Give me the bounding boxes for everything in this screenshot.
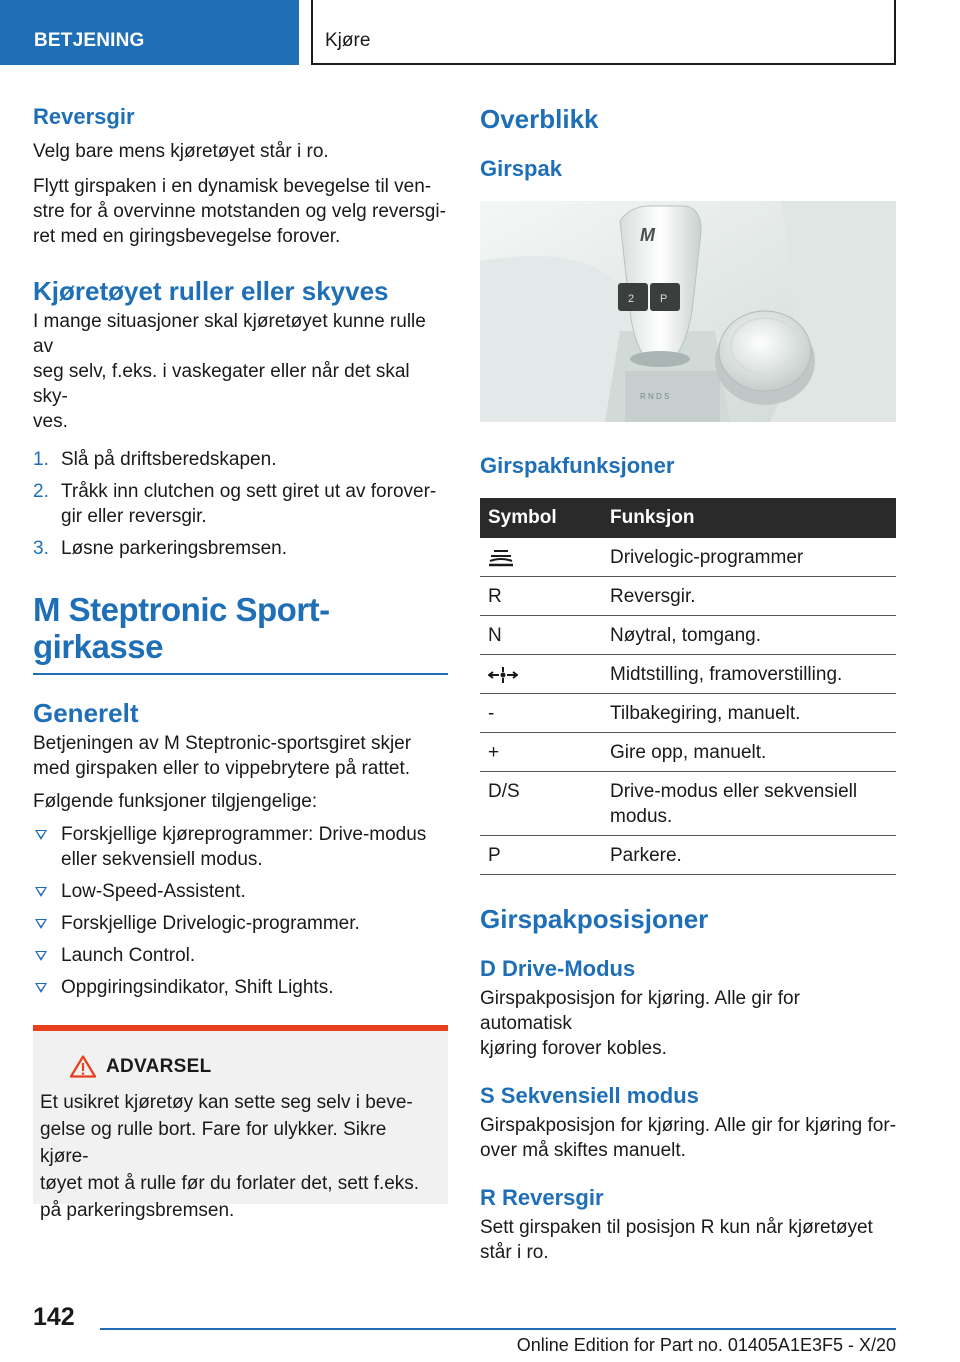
symbol-cell: D/S xyxy=(480,772,602,836)
list-item xyxy=(33,911,448,936)
table-row xyxy=(480,655,896,694)
triangle-bullet-icon xyxy=(35,983,47,993)
text-line: stre for å overvinne motstanden og velg reversgi- xyxy=(33,201,446,222)
girspakfunksjoner-heading: Girspakfunksjoner xyxy=(480,453,675,478)
symbol-cell xyxy=(480,655,602,694)
list-item xyxy=(33,479,448,529)
d-mode-heading: D Drive-Modus xyxy=(480,956,636,981)
function-text: Nøytral, tomgang. xyxy=(610,625,761,646)
drivelogic-icon xyxy=(488,549,514,567)
girspakposisjoner-heading: Girspakposisjoner xyxy=(480,904,709,934)
gear-selector-image xyxy=(480,201,896,422)
girspak-heading: Girspak xyxy=(480,156,562,181)
text-line: kjøring forover kobles. xyxy=(480,1038,667,1059)
reversgir-heading: Reversgir xyxy=(33,104,135,129)
function-text: Drive-modus eller sekvensiell xyxy=(610,781,858,802)
warning-text xyxy=(40,1089,440,1224)
chapter-title: Kjøre xyxy=(325,30,371,51)
triangle-bullet-icon xyxy=(35,951,47,961)
warning-title: ADVARSEL xyxy=(106,1055,212,1077)
list-item xyxy=(33,975,448,1000)
text-line: på parkeringsbremsen. xyxy=(40,1200,235,1221)
warning-header xyxy=(70,1055,212,1078)
text-line: seg selv, f.eks. i vaskegater eller når det skal sky- xyxy=(33,361,410,407)
function-cell xyxy=(602,616,896,655)
table-row xyxy=(480,836,896,875)
text-line: Girspakposisjon for kjøring. Alle gir for automatisk xyxy=(480,988,800,1034)
function-cell xyxy=(602,694,896,733)
gate-labels: R N D S xyxy=(640,392,670,401)
functions-table xyxy=(480,498,896,875)
list-item xyxy=(33,879,448,904)
function-cell xyxy=(602,655,896,694)
text-line: I mange situasjoner skal kjøretøyet kunne rulle av xyxy=(33,311,426,357)
steps-list xyxy=(33,447,448,561)
text-line: Flytt girspaken i en dynamisk bevegelse til ven- xyxy=(33,176,432,197)
center-position-icon xyxy=(488,666,518,684)
bullet-text: Forskjellige Drivelogic-programmer. xyxy=(61,913,360,934)
step-text: gir eller reversgir. xyxy=(61,506,207,527)
function-cell xyxy=(602,733,896,772)
function-cell xyxy=(602,577,896,616)
step-text: Tråkk inn clutchen og sett giret ut av forover- xyxy=(61,481,437,502)
r-mode-heading: R Reversgir xyxy=(480,1185,604,1210)
title-line: girkasse xyxy=(33,628,163,665)
positions-section xyxy=(480,903,896,1265)
left-column xyxy=(33,100,448,1056)
edition-footer: Online Edition for Part no. 01405A1E3F5 - X/20 xyxy=(516,1335,896,1355)
text-line: tøyet mot å rulle før du forlater det, sett f.eks. xyxy=(40,1173,420,1194)
table-row xyxy=(480,772,896,836)
bullet-text: eller sekvensiell modus. xyxy=(61,849,263,870)
ruller-paragraph xyxy=(33,309,448,434)
symbol-cell: R xyxy=(480,577,602,616)
table-row xyxy=(480,616,896,655)
function-text: Drivelogic-programmer xyxy=(610,547,804,568)
bullet-text: Launch Control. xyxy=(61,945,196,966)
function-text: modus. xyxy=(610,806,673,827)
function-text: Gire opp, manuelt. xyxy=(610,742,767,763)
text-line: står i ro. xyxy=(480,1242,549,1263)
text-line: gelse og rulle bort. Fare for ulykker. Sikre kjøre- xyxy=(40,1119,387,1167)
bullet-text: Low-Speed-Assistent. xyxy=(61,881,246,902)
bullet-text: Forskjellige kjøreprogrammer: Drive-modus xyxy=(61,824,427,845)
column-header-funksjon: Funksjon xyxy=(602,498,896,538)
generelt-heading: Generelt xyxy=(33,698,139,728)
footer-divider xyxy=(100,1328,896,1330)
table-header-row xyxy=(480,498,896,538)
step-number: 2. xyxy=(33,481,49,502)
function-text: Parkere. xyxy=(610,845,682,866)
main-title xyxy=(33,591,448,665)
step-text: Løsne parkeringsbremsen. xyxy=(61,538,287,559)
column-header-symbol: Symbol xyxy=(480,498,602,538)
triangle-bullet-icon xyxy=(35,887,47,897)
symbol-cell: N xyxy=(480,616,602,655)
text-line: Et usikret kjøretøy kan sette seg selv i beve- xyxy=(40,1092,413,1113)
button-p-label: P xyxy=(660,293,668,305)
function-text: Tilbakegiring, manuelt. xyxy=(610,703,801,724)
list-item xyxy=(33,447,448,472)
s-mode-paragraph xyxy=(480,1113,896,1163)
button-left-label: 2 xyxy=(628,293,635,305)
step-number: 1. xyxy=(33,449,49,470)
list-item xyxy=(33,536,448,561)
step-number: 3. xyxy=(33,538,49,559)
right-column xyxy=(480,100,896,183)
table-row xyxy=(480,577,896,616)
symbol-cell: + xyxy=(480,733,602,772)
reversgir-paragraph-2 xyxy=(33,174,448,249)
r-mode-paragraph xyxy=(480,1215,896,1265)
table-row xyxy=(480,538,896,577)
bullet-text: Oppgiringsindikator, Shift Lights. xyxy=(61,977,334,998)
list-item xyxy=(33,822,448,872)
text-line: ret med en giringsbevegelse forover. xyxy=(33,226,341,247)
ruller-heading: Kjøretøyet ruller eller skyves xyxy=(33,276,389,306)
text-line: med girspaken eller to vippebrytere på rattet. xyxy=(33,758,411,779)
warning-triangle-icon xyxy=(70,1055,96,1078)
title-line: M Steptronic Sport- xyxy=(33,591,330,628)
table-row xyxy=(480,733,896,772)
overblikk-heading: Overblikk xyxy=(480,104,599,134)
symbol-cell: P xyxy=(480,836,602,875)
section-tab xyxy=(0,0,299,65)
function-text: Reversgir. xyxy=(610,586,696,607)
d-mode-paragraph xyxy=(480,986,896,1061)
text-line: over må skiftes manuelt. xyxy=(480,1140,686,1161)
gear-selector-illustration xyxy=(480,201,896,422)
step-text: Slå på driftsberedskapen. xyxy=(61,449,277,470)
text-line: Sett girspaken til posisjon R kun når kjøretøyet xyxy=(480,1217,873,1238)
triangle-bullet-icon xyxy=(35,830,47,840)
reversgir-paragraph-1: Velg bare mens kjøretøyet står i ro. xyxy=(33,141,329,162)
features-list xyxy=(33,822,448,1000)
table-row xyxy=(480,694,896,733)
title-divider xyxy=(33,673,448,675)
generelt-paragraph-2: Følgende funksjoner tilgjengelige: xyxy=(33,791,318,812)
generelt-paragraph-1 xyxy=(33,731,448,781)
function-text: Midtstilling, framoverstilling. xyxy=(610,664,843,685)
text-line: ves. xyxy=(33,411,68,432)
function-cell xyxy=(602,772,896,836)
m-logo: M xyxy=(640,225,655,245)
warning-box xyxy=(33,1025,448,1221)
list-item xyxy=(33,943,448,968)
function-cell xyxy=(602,538,896,577)
symbol-cell: - xyxy=(480,694,602,733)
section-title: BETJENING xyxy=(34,30,145,51)
function-cell xyxy=(602,836,896,875)
chapter-header xyxy=(311,0,896,65)
page-number: 142 xyxy=(33,1303,75,1331)
text-line: Girspakposisjon for kjøring. Alle gir for kjøring for- xyxy=(480,1115,897,1136)
s-mode-heading: S Sekvensiell modus xyxy=(480,1083,699,1108)
text-line: Betjeningen av M Steptronic-sportsgiret skjer xyxy=(33,733,412,754)
triangle-bullet-icon xyxy=(35,919,47,929)
symbol-cell xyxy=(480,538,602,577)
